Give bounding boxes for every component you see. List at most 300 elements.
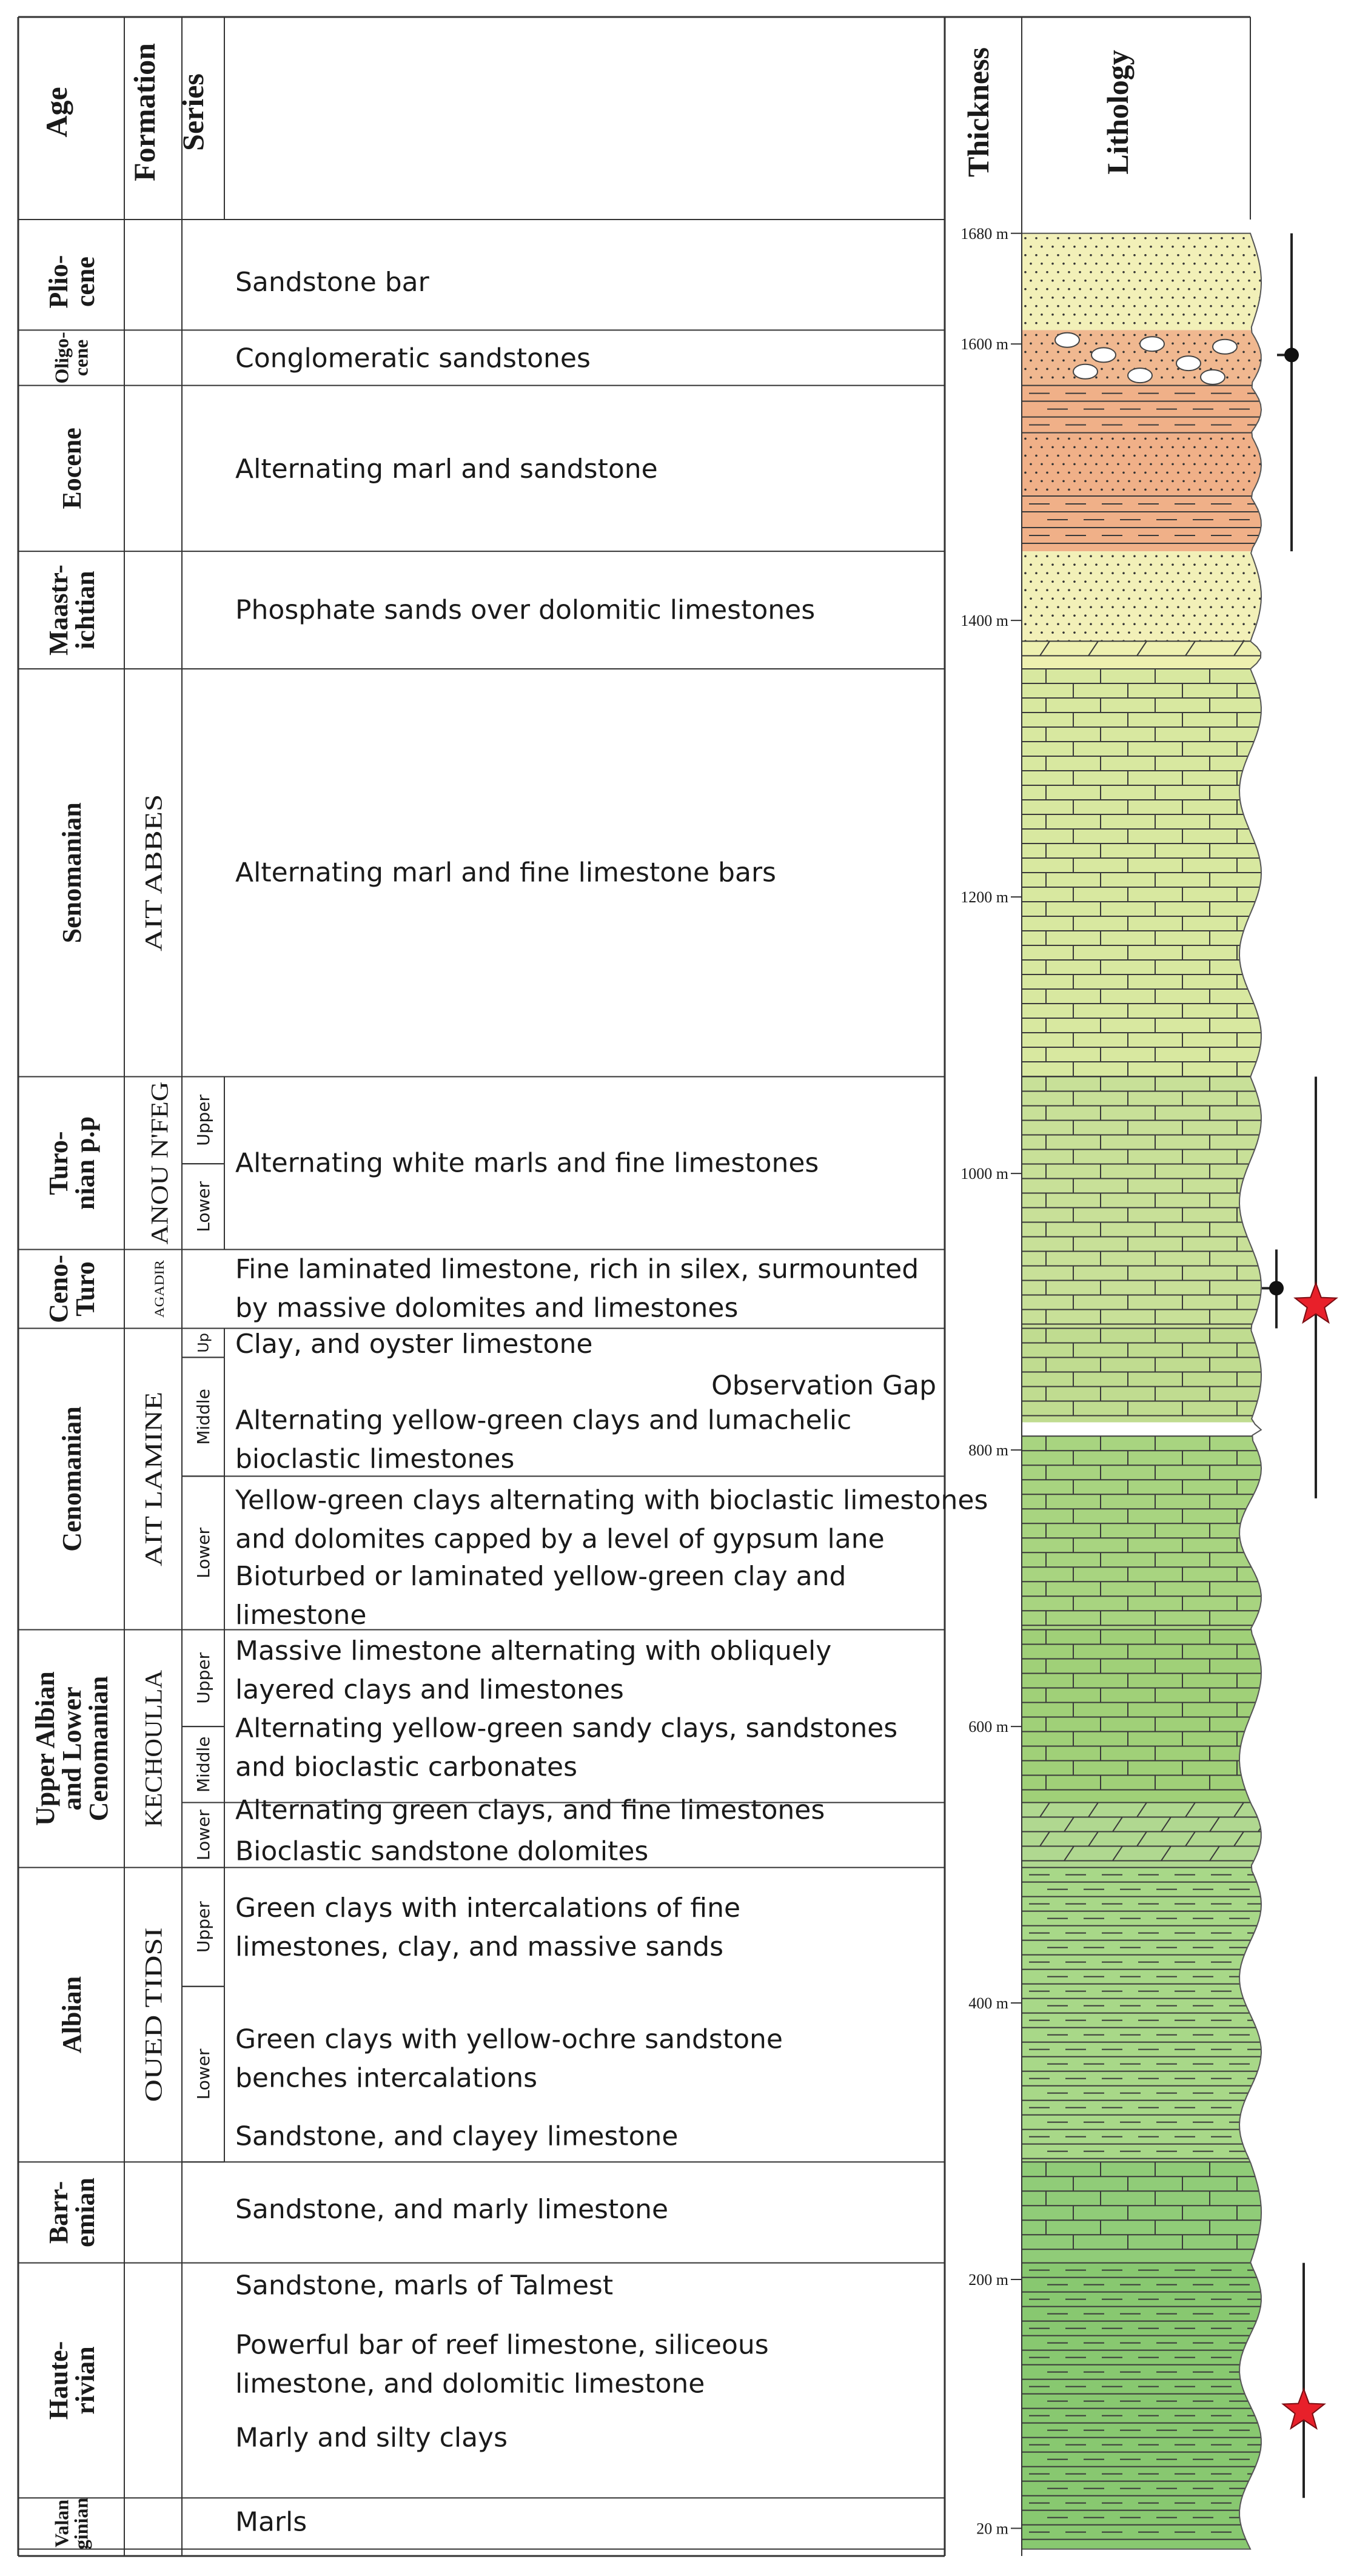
sand-dot (1046, 288, 1048, 290)
sand-dot (1035, 351, 1038, 354)
sand-dot (1035, 589, 1038, 591)
sand-dot (1139, 280, 1141, 282)
age-label (44, 1255, 100, 1323)
sand-dot (1079, 254, 1081, 257)
sand-dot (1035, 254, 1038, 257)
sand-dot (1090, 322, 1092, 324)
sand-dot (1221, 472, 1223, 474)
sand-dot (1073, 360, 1076, 362)
sand-dot (1046, 555, 1048, 557)
sand-dot (1090, 572, 1092, 574)
description-line: Bioclastic sandstone dolomites (235, 1836, 649, 1867)
age-labels (30, 255, 113, 2550)
sand-dot (1193, 631, 1196, 634)
sand-dot (1095, 246, 1098, 248)
sand-dot (1237, 446, 1239, 449)
thickness-scale (960, 225, 1022, 2538)
sand-dot (1041, 360, 1043, 362)
series-label: Lower (193, 1528, 213, 1578)
sand-dot (1232, 438, 1234, 440)
sand-dot (1106, 614, 1108, 617)
unit-fill (1022, 641, 1301, 669)
sand-dot (1101, 455, 1103, 457)
sand-dot (1226, 263, 1229, 265)
sand-dot (1101, 305, 1103, 307)
pebble (1128, 368, 1152, 383)
sand-dot (1248, 614, 1250, 617)
sand-dot (1150, 314, 1152, 316)
sand-dot (1139, 580, 1141, 583)
sand-dot (1226, 314, 1229, 316)
sand-dot (1122, 305, 1125, 307)
sand-dot (1264, 438, 1267, 440)
sand-dot (1090, 455, 1092, 457)
sand-dot (1024, 489, 1027, 491)
sand-dot (1068, 555, 1070, 557)
sand-dot (1133, 455, 1136, 457)
sand-dot (1106, 480, 1108, 483)
sand-dot (1073, 297, 1076, 299)
sand-dot (1226, 580, 1229, 583)
sand-dot (1177, 254, 1179, 257)
age-label-line: cene (70, 339, 92, 377)
sand-dot (1079, 572, 1081, 574)
sand-dot (1144, 572, 1147, 574)
sand-dot (1035, 305, 1038, 307)
range-bar (1262, 1250, 1284, 1329)
sand-dot (1106, 597, 1108, 600)
sand-dot (1166, 438, 1168, 440)
sand-dot (1232, 589, 1234, 591)
sand-dot (1035, 472, 1038, 474)
sand-dot (1057, 489, 1059, 491)
sand-dot (1155, 237, 1158, 240)
sand-dot (1079, 271, 1081, 273)
sand-dot (1210, 438, 1212, 440)
sand-dot (1117, 563, 1119, 566)
sand-dot (1242, 305, 1245, 307)
sand-dot (1232, 368, 1234, 371)
sand-dot (1062, 246, 1065, 248)
sand-dot (1253, 640, 1256, 642)
sand-dot (1150, 480, 1152, 483)
sand-dot (1035, 271, 1038, 273)
sand-dot (1128, 246, 1130, 248)
sand-dot (1172, 280, 1174, 282)
sand-dot (1226, 597, 1229, 600)
description-line: Observation Gap (711, 1370, 936, 1401)
sand-dot (1204, 480, 1207, 483)
sand-dot (1128, 563, 1130, 566)
sand-dot (1133, 555, 1136, 557)
sand-dot (1221, 623, 1223, 625)
sand-dot (1253, 322, 1256, 324)
age-label-line: Cenomanian (56, 1406, 87, 1552)
sand-dot (1024, 237, 1027, 240)
sand-dot (1128, 280, 1130, 282)
sand-dot (1172, 614, 1174, 617)
sand-dot (1166, 305, 1168, 307)
sand-dot (1188, 472, 1190, 474)
sand-dot (1144, 254, 1147, 257)
sand-dot (1133, 589, 1136, 591)
sand-dot (1030, 597, 1032, 600)
sand-dot (1046, 455, 1048, 457)
sand-dot (1237, 377, 1239, 379)
sand-dot (1024, 472, 1027, 474)
sand-dot (1030, 580, 1032, 583)
sand-dot (1177, 288, 1179, 290)
sand-dot (1215, 563, 1218, 566)
sand-dot (1068, 589, 1070, 591)
sand-dot (1046, 334, 1048, 337)
sand-dot (1144, 606, 1147, 608)
sand-dot (1215, 280, 1218, 282)
sand-dot (1024, 351, 1027, 354)
range-dot (1284, 347, 1299, 362)
sand-dot (1111, 334, 1114, 337)
sand-dot (1193, 263, 1196, 265)
sand-dot (1199, 254, 1201, 257)
sand-dot (1204, 246, 1207, 248)
sand-dot (1041, 446, 1043, 449)
sand-dot (1062, 314, 1065, 316)
sand-dot (1237, 563, 1239, 566)
sand-dot (1172, 297, 1174, 299)
sand-dot (1226, 614, 1229, 617)
sand-dot (1166, 589, 1168, 591)
sand-dot (1106, 463, 1108, 466)
sand-dot (1248, 563, 1250, 566)
description-line: Alternating marl and sandstone (235, 453, 658, 485)
sand-dot (1068, 322, 1070, 324)
sand-dot (1150, 446, 1152, 449)
sand-dot (1101, 572, 1103, 574)
sand-dot (1161, 463, 1163, 466)
sand-dot (1242, 368, 1245, 371)
sand-dot (1122, 322, 1125, 324)
sand-dot (1161, 480, 1163, 483)
sand-dot (1090, 288, 1092, 290)
sand-dot (1172, 343, 1174, 345)
sand-dot (1117, 314, 1119, 316)
sand-dot (1128, 360, 1130, 362)
description-line: Green clays with intercalations of fine (235, 1893, 741, 1924)
age-label-line: Plio- (43, 255, 73, 309)
sand-dot (1199, 334, 1201, 337)
sand-dot (1199, 438, 1201, 440)
sand-dot (1117, 446, 1119, 449)
sand-dot (1177, 623, 1179, 625)
sand-dot (1030, 463, 1032, 466)
sand-dot (1253, 305, 1256, 307)
sand-dot (1095, 343, 1098, 345)
sand-dot (1248, 314, 1250, 316)
sand-dot (1051, 263, 1054, 265)
sand-dot (1079, 589, 1081, 591)
sand-dot (1210, 351, 1212, 354)
sand-dot (1068, 237, 1070, 240)
sand-dot (1242, 288, 1245, 290)
sand-dot (1030, 360, 1032, 362)
sand-dot (1128, 314, 1130, 316)
sand-dot (1199, 472, 1201, 474)
sand-dot (1122, 237, 1125, 240)
sand-dot (1210, 455, 1212, 457)
sand-dot (1095, 280, 1098, 282)
sand-dot (1253, 623, 1256, 625)
sand-dot (1259, 631, 1261, 634)
pebble (1176, 356, 1201, 371)
sand-dot (1253, 455, 1256, 457)
sand-dot (1062, 377, 1065, 379)
lithology-unit (1022, 669, 1301, 1077)
sand-dot (1215, 360, 1218, 362)
sand-dot (1117, 377, 1119, 379)
sand-dot (1172, 360, 1174, 362)
sand-dot (1242, 237, 1245, 240)
sand-dot (1182, 614, 1185, 617)
sand-dot (1232, 305, 1234, 307)
sand-dot (1035, 623, 1038, 625)
sand-dot (1128, 463, 1130, 466)
sand-dot (1030, 563, 1032, 566)
sand-dot (1041, 563, 1043, 566)
formation-label: AIT LAMINE (139, 1426, 167, 1566)
sand-dot (1166, 368, 1168, 371)
sand-dot (1155, 606, 1158, 608)
age-label (57, 428, 87, 509)
sand-dot (1051, 597, 1054, 600)
sand-dot (1117, 597, 1119, 600)
sand-dot (1144, 271, 1147, 273)
sand-dot (1188, 489, 1190, 491)
age-label (44, 1116, 100, 1210)
sand-dot (1155, 589, 1158, 591)
sand-dot (1068, 472, 1070, 474)
sand-dot (1242, 455, 1245, 457)
sand-dot (1182, 377, 1185, 379)
sand-dot (1068, 623, 1070, 625)
sand-dot (1111, 623, 1114, 625)
sand-dot (1226, 280, 1229, 282)
sand-dot (1051, 360, 1054, 362)
sand-dot (1221, 489, 1223, 491)
description-line: Fine laminated limestone, rich in silex, surmounted (235, 1253, 919, 1285)
sand-dot (1133, 271, 1136, 273)
sand-dot (1051, 463, 1054, 466)
sand-dot (1264, 472, 1267, 474)
sand-dot (1166, 472, 1168, 474)
sand-dot (1101, 368, 1103, 371)
sand-dot (1117, 580, 1119, 583)
sand-dot (1193, 297, 1196, 299)
sand-dot (1161, 614, 1163, 617)
sand-dot (1188, 606, 1190, 608)
sand-dot (1111, 305, 1114, 307)
sand-dot (1242, 555, 1245, 557)
sand-dot (1057, 368, 1059, 371)
sand-dot (1062, 580, 1065, 583)
sand-dot (1232, 322, 1234, 324)
sand-dot (1101, 237, 1103, 240)
thickness-tick-label: 200 m (968, 2271, 1008, 2289)
sand-dot (1106, 263, 1108, 265)
sand-dot (1117, 343, 1119, 345)
sand-dot (1090, 555, 1092, 557)
sand-dot (1101, 438, 1103, 440)
sand-dot (1237, 297, 1239, 299)
sand-dot (1253, 589, 1256, 591)
sand-dot (1221, 368, 1223, 371)
sand-dot (1111, 472, 1114, 474)
description-line: Green clays with yellow-ochre sandstone (235, 2024, 783, 2055)
description-line: Marly and silty clays (235, 2422, 508, 2454)
sand-dot (1117, 280, 1119, 282)
description-line: Marls (235, 2506, 307, 2538)
series-label: Middle (193, 1736, 213, 1793)
age-label-line: Maastr- (43, 565, 73, 656)
sand-dot (1155, 572, 1158, 574)
sand-dot (1264, 555, 1267, 557)
sand-dot (1237, 360, 1239, 362)
sand-dot (1155, 254, 1158, 257)
sand-dot (1024, 288, 1027, 290)
age-label-line: Ceno- (43, 1255, 73, 1323)
sand-dot (1199, 368, 1201, 371)
sand-dot (1117, 614, 1119, 617)
age-header: Age (39, 87, 73, 138)
sand-dot (1144, 322, 1147, 324)
description-line: Phosphate sands over dolomitic limestones (235, 594, 816, 626)
sand-dot (1226, 463, 1229, 466)
sand-dot (1166, 351, 1168, 354)
sand-dot (1210, 623, 1212, 625)
sand-dot (1182, 280, 1185, 282)
sand-dot (1041, 614, 1043, 617)
sand-dot (1133, 489, 1136, 491)
description-line: Alternating white marls and fine limestones (235, 1147, 819, 1179)
sand-dot (1128, 263, 1130, 265)
sand-dot (1193, 314, 1196, 316)
thickness-tick-label: 400 m (968, 1994, 1008, 2013)
sand-dot (1139, 446, 1141, 449)
sand-dot (1166, 606, 1168, 608)
sand-dot (1221, 572, 1223, 574)
sand-dot (1172, 597, 1174, 600)
sand-dot (1041, 377, 1043, 379)
sand-dot (1073, 580, 1076, 583)
sand-dot (1133, 237, 1136, 240)
sand-dot (1095, 314, 1098, 316)
sand-dot (1035, 606, 1038, 608)
sand-dot (1068, 254, 1070, 257)
sand-dot (1199, 489, 1201, 491)
sand-dot (1248, 297, 1250, 299)
sand-dot (1068, 606, 1070, 608)
range-bar (1277, 233, 1299, 551)
sand-dot (1253, 606, 1256, 608)
sand-dot (1057, 237, 1059, 240)
series-labels (193, 1094, 213, 2099)
sand-dot (1259, 480, 1261, 483)
sand-dot (1068, 572, 1070, 574)
sand-dot (1199, 589, 1201, 591)
sand-dot (1101, 288, 1103, 290)
sand-dot (1084, 580, 1087, 583)
sand-dot (1155, 305, 1158, 307)
sand-dot (1237, 480, 1239, 483)
sand-dot (1150, 631, 1152, 634)
sand-dot (1035, 489, 1038, 491)
sand-dot (1084, 614, 1087, 617)
sand-dot (1204, 597, 1207, 600)
sand-dot (1210, 555, 1212, 557)
sand-dot (1253, 555, 1256, 557)
sand-dot (1210, 305, 1212, 307)
sand-dot (1111, 589, 1114, 591)
sand-dot (1253, 271, 1256, 273)
sand-dot (1051, 563, 1054, 566)
description-line: and dolomites capped by a level of gypsum lane (235, 1523, 885, 1555)
sand-dot (1128, 597, 1130, 600)
sand-dot (1161, 263, 1163, 265)
sand-dot (1237, 314, 1239, 316)
sand-dot (1215, 463, 1218, 466)
sand-dot (1139, 246, 1141, 248)
sand-dot (1226, 377, 1229, 379)
sand-dot (1051, 446, 1054, 449)
sand-dot (1210, 606, 1212, 608)
sand-dot (1144, 623, 1147, 625)
sand-dot (1128, 580, 1130, 583)
sand-dot (1035, 288, 1038, 290)
sand-dot (1090, 589, 1092, 591)
sand-dot (1041, 580, 1043, 583)
sand-dot (1221, 555, 1223, 557)
thickness-tick-label: 1200 m (960, 888, 1008, 907)
sand-dot (1188, 455, 1190, 457)
age-label-line: cene (70, 257, 100, 307)
age-label (44, 2341, 100, 2420)
formation-header: Formation (127, 43, 161, 181)
sand-dot (1122, 489, 1125, 491)
sand-dot (1204, 614, 1207, 617)
sand-dot (1150, 263, 1152, 265)
sand-dot (1046, 305, 1048, 307)
sand-dot (1172, 263, 1174, 265)
sand-dot (1150, 297, 1152, 299)
thickness-tick-label: 600 m (968, 1718, 1008, 1736)
sand-dot (1106, 446, 1108, 449)
sand-dot (1182, 263, 1185, 265)
sand-dot (1035, 334, 1038, 337)
sand-dot (1101, 623, 1103, 625)
sand-dot (1188, 237, 1190, 240)
sand-dot (1161, 360, 1163, 362)
age-label-line: Valan (50, 2499, 73, 2547)
description-line: by massive dolomites and limestones (235, 1292, 739, 1324)
lithology-unit (1022, 1802, 1301, 1867)
sand-dot (1144, 305, 1147, 307)
age-label (30, 1671, 113, 1826)
sand-dot (1035, 322, 1038, 324)
thickness-tick-label: 1000 m (960, 1165, 1008, 1183)
sand-dot (1144, 351, 1147, 354)
sand-dot (1215, 580, 1218, 583)
sand-dot (1188, 555, 1190, 557)
age-label-line: Oligo- (50, 332, 73, 384)
